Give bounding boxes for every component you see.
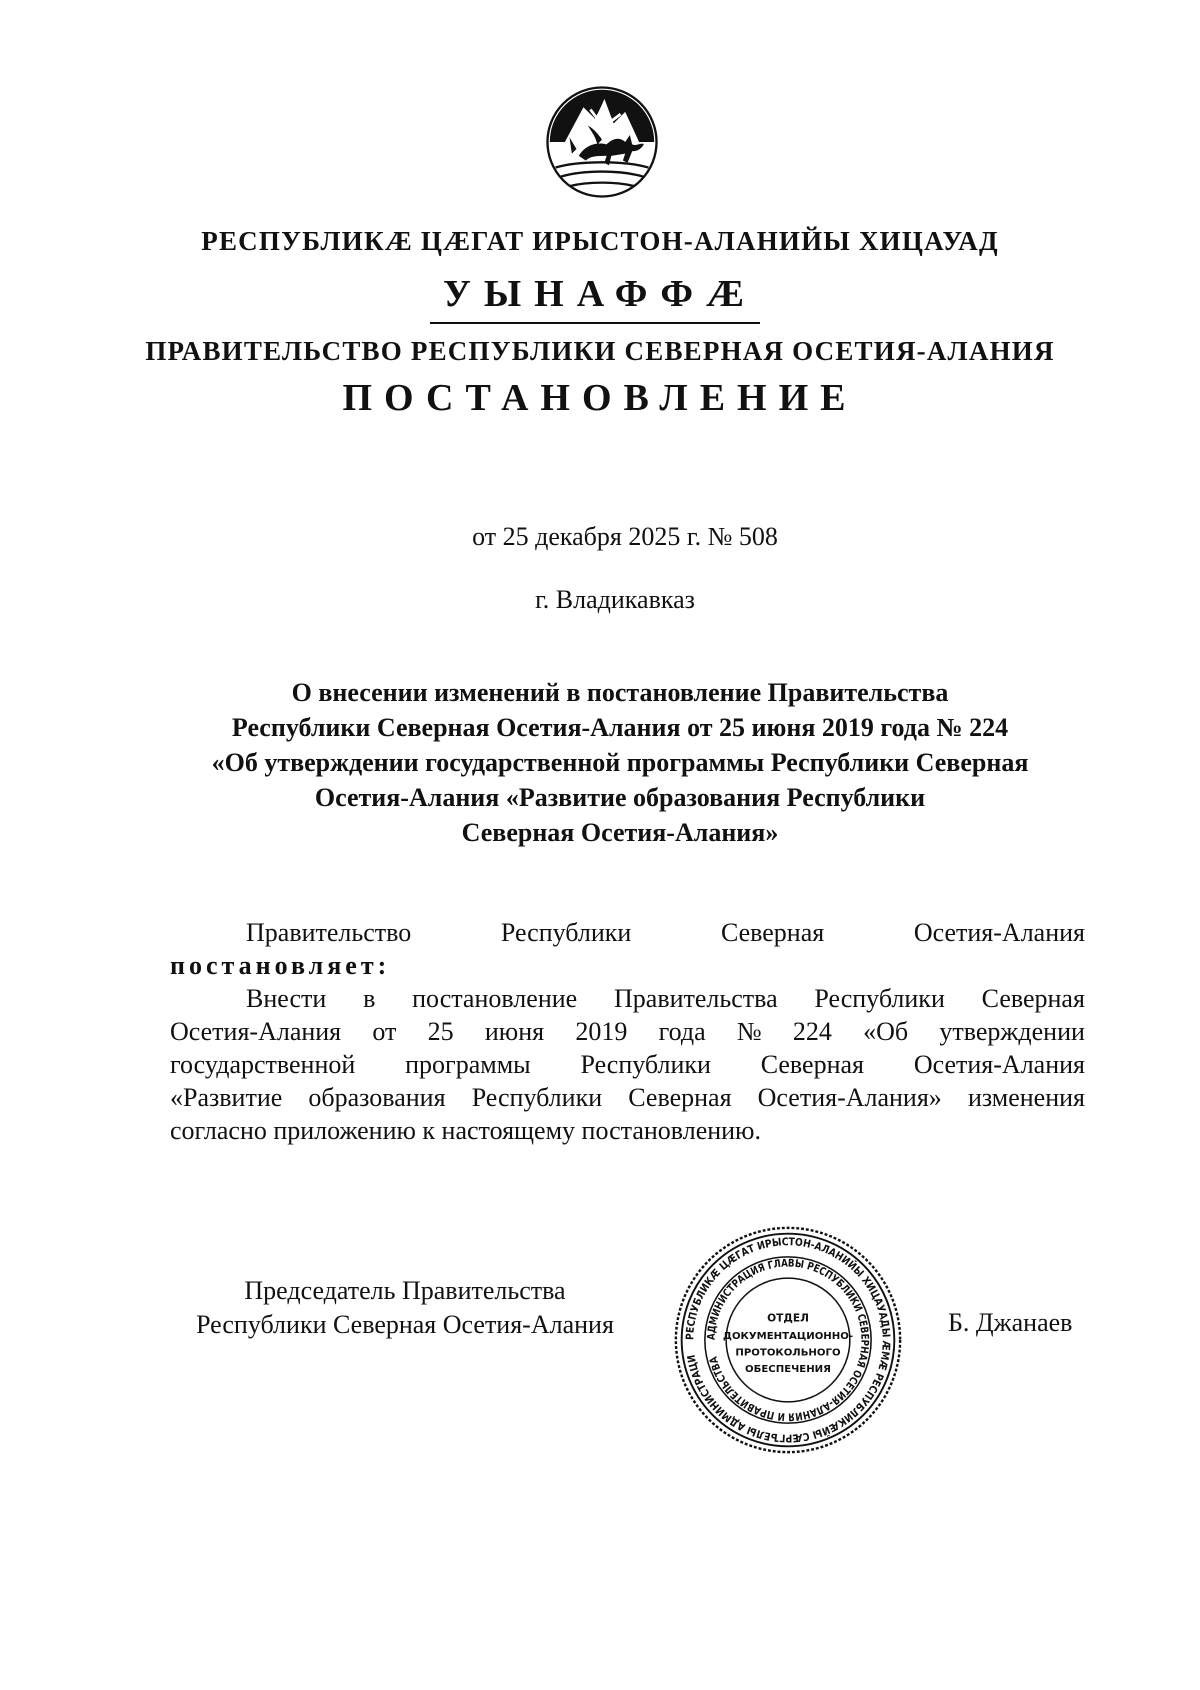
header-russian-doc-type: ПОСТАНОВЛЕНИЕ [342, 377, 858, 419]
paragraph-line: Осетия-Алания от 25 июня 2019 года № 224 «Об утверждении [170, 1017, 1085, 1046]
header-ossetian-body: РЕСПУБЛИКӔ ЦӔГАТ ИРЫСТОН-АЛАНИЙЫ ХИЦАУАД [201, 226, 999, 256]
paragraph-line: государственной программы Республики Северная Осетия-Алания [170, 1050, 1085, 1079]
document-subject [160, 675, 1080, 850]
header-ossetian-doc-type: УЫНАФФӔ [442, 273, 758, 315]
header-russian-body: ПРАВИТЕЛЬСТВО РЕСПУБЛИКИ СЕВЕРНАЯ ОСЕТИЯ-АЛАНИЯ [145, 336, 1055, 366]
coat-of-arms-icon [544, 84, 660, 200]
paragraph-line: согласно приложению к настоящему постановлению. [170, 1116, 761, 1145]
header-underline [430, 322, 760, 324]
seal-center-line: ДОКУМЕНТАЦИОННО- [722, 1331, 854, 1343]
paragraph-line: Внести в постановление Правительства Республики Северная [246, 984, 1085, 1013]
seal-middle-text: АДМИНИСТРАЦИЯ ГЛАВЫ РЕСПУБЛИКИ СЕВЕРНАЯ ОСЕТИЯ-АЛАНИЯ И ПРАВИТЕЛЬСТВА [704, 1256, 872, 1424]
signer-position-line: Республики Северная Осетия-Алания [196, 1310, 614, 1339]
seal-outer-text: РЕСПУБЛИКӔ ЦӔГАТ ИРЫСТОН-АЛАНИЙЫ ХИЦАУАДЫ ӔМӔ РЕСПУБЛИКӔЙЫ СӔРГЪЕЛЫ АДМИНИСТРАЦИ [683, 1235, 893, 1445]
document-date-number: от 25 декабря 2025 г. № 508 [472, 522, 778, 551]
subject-line: О внесении изменений в постановление Правительства [291, 678, 949, 707]
signer-position [170, 1274, 640, 1342]
seal-center-line: ОБЕСПЕЧЕНИЯ [745, 1363, 831, 1375]
intro-line: Правительство Республики Северная Осетия-Алания [246, 918, 1085, 947]
paragraph-line: «Развитие образования Республики Северная Осетия-Алания» изменения [170, 1083, 1085, 1112]
document-body [170, 916, 1085, 1147]
official-seal-icon [672, 1224, 904, 1456]
seal-center-line: ПРОТОКОЛЬНОГО [735, 1347, 841, 1359]
document-city: г. Владикавказ [535, 585, 695, 614]
subject-line: Осетия-Алания «Развитие образования Республики [314, 783, 926, 812]
signer-name: Б. Джанаев [948, 1308, 1073, 1337]
subject-line: Северная Осетия-Алания» [461, 818, 779, 847]
subject-line: «Об утверждении государственной программы Республики Северная [211, 748, 1029, 777]
signer-position-line: Председатель Правительства [244, 1276, 566, 1305]
decree-word: постановляет: [170, 951, 391, 980]
seal-center-line: ОТДЕЛ [767, 1311, 809, 1325]
subject-line: Республики Северная Осетия-Алания от 25 июня 2019 года № 224 [231, 713, 1009, 742]
